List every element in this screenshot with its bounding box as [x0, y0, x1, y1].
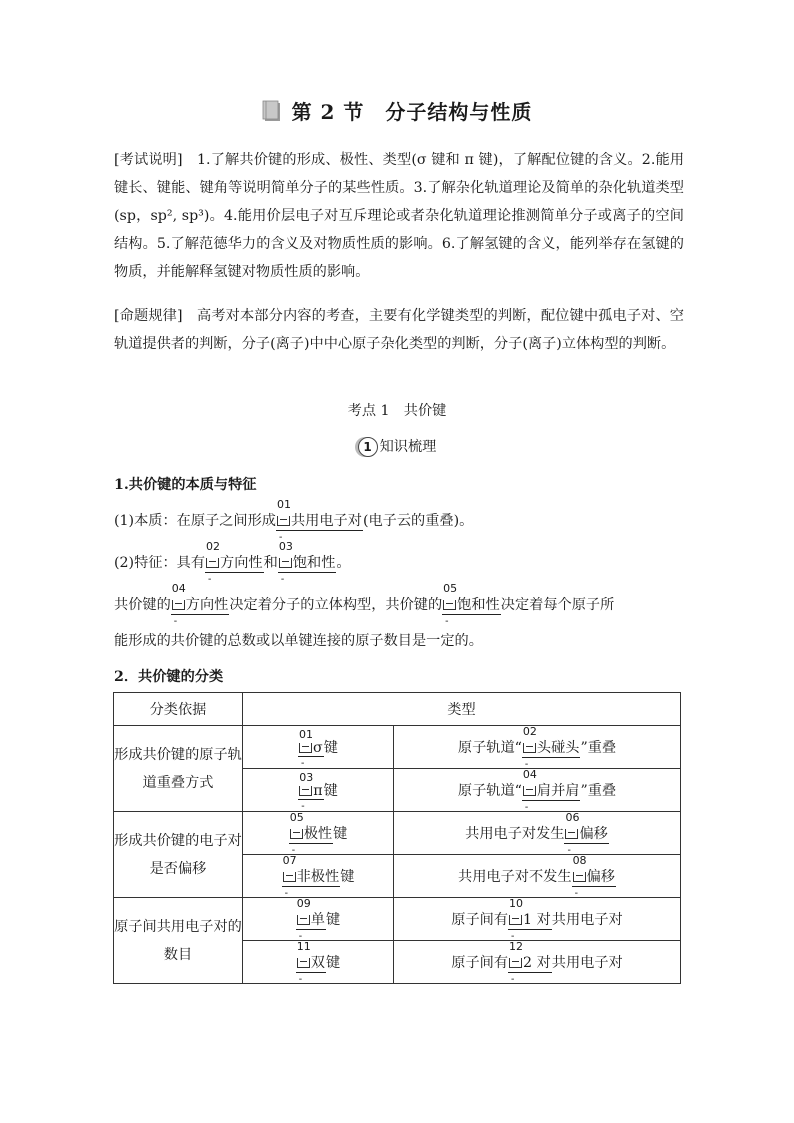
cell-text: 原子间有: [451, 954, 509, 971]
type-name-cell: [243, 855, 394, 898]
blank-answer: 饱和性: [457, 597, 500, 613]
blank-number: 07: [282, 853, 297, 867]
table-row: [114, 812, 681, 855]
exam-label: [考试说明]: [114, 152, 183, 168]
answer-marker-icon: [283, 872, 296, 882]
blank-number: 04: [522, 767, 537, 781]
basis-cell: 形成共价键的电子对是否偏移: [114, 812, 243, 898]
blank-number: 12: [509, 939, 524, 953]
cell-text: 共用电子对发生: [465, 825, 565, 842]
answer-marker-icon: [172, 600, 185, 610]
item-essence: [114, 498, 474, 543]
blank-answer: 饱和性: [292, 555, 336, 571]
table-row: [114, 898, 681, 941]
blank-answer: 单: [310, 911, 325, 928]
blank-number: 01: [299, 728, 314, 741]
blank-answer: 头碰头: [536, 739, 580, 756]
answer-marker-icon: [573, 872, 586, 882]
cell-text: 共用电子对: [551, 954, 623, 971]
answer-marker-icon: [443, 600, 456, 610]
blank-number: 02: [206, 540, 221, 553]
para-bond-line2: 能形成的共价键的总数或以单键连接的原子数目是一定的。: [114, 633, 483, 649]
cell-text: 键: [326, 954, 341, 971]
cell-text: 键: [326, 911, 341, 928]
type-name-cell: [243, 726, 394, 769]
item-text: (2)特征：具有: [114, 555, 206, 571]
blank-number: 04: [171, 582, 186, 595]
rule-label: [命题规律]: [114, 308, 183, 324]
blank-number: 05: [289, 810, 304, 824]
type-desc-cell: [394, 941, 681, 984]
item-text: (1)本质：在原子之间形成: [114, 513, 276, 529]
answer-marker-icon: [509, 958, 522, 968]
blank-answer: π: [313, 783, 323, 799]
answer-marker-icon: [523, 786, 536, 796]
item-text: 和: [263, 555, 278, 571]
blank-number: 03: [299, 771, 314, 784]
answer-marker-icon: [279, 558, 292, 568]
blank-answer: 方向性: [220, 555, 263, 571]
item-text: 共价键的: [114, 597, 171, 613]
answer-blank: 04 方向性 -: [171, 582, 229, 627]
basis-cell: 原子间共用电子对的数目: [114, 898, 243, 984]
blank-number: 02: [522, 724, 537, 738]
page-title: 第 2 节 分子结构与性质: [291, 100, 533, 124]
item-text: 。: [336, 555, 351, 571]
answer-marker-icon: [297, 958, 310, 968]
blank-number: 06: [565, 810, 580, 824]
cell-text: ”重叠: [580, 782, 617, 799]
answer-marker-icon: [290, 829, 303, 839]
type-name-cell: [243, 898, 394, 941]
blank-answer: 方向性: [185, 597, 229, 613]
type-desc-cell: [394, 855, 681, 898]
blank-number: 01: [276, 498, 291, 511]
blank-answer: 偏移: [579, 825, 608, 842]
answer-blank: 04 肩并肩 -: [522, 767, 580, 813]
heading-classification: 2．共价键的分类: [114, 669, 224, 685]
para-bond-line1: [114, 582, 615, 627]
cell-text: 原子间有: [451, 911, 509, 928]
type-desc-cell: [394, 726, 681, 769]
blank-answer: 共用电子对: [290, 513, 362, 529]
rule-description: [114, 302, 684, 358]
blank-number: 03: [278, 540, 293, 553]
answer-blank: 03 饱和性 -: [278, 540, 336, 585]
cell-text: 共用电子对: [551, 911, 623, 928]
answer-blank: 03 π -: [299, 771, 323, 812]
basis-cell: 形成共价键的原子轨道重叠方式: [114, 726, 243, 812]
answer-marker-icon: [297, 915, 310, 925]
blank-answer: 非极性: [296, 868, 340, 885]
type-name-cell: [243, 941, 394, 984]
answer-marker-icon: [277, 516, 290, 526]
blank-answer: 双: [310, 954, 325, 971]
cell-text: 键: [340, 868, 355, 885]
answer-blank: 01 共用电子对 -: [276, 498, 362, 543]
answer-marker-icon: [206, 558, 219, 568]
answer-blank: 05 极性 -: [289, 810, 333, 856]
blank-number: 10: [509, 896, 524, 910]
item-text: 决定着每个原子所: [500, 597, 615, 613]
answer-blank: 11 双 -: [296, 939, 325, 985]
answer-marker-icon: [565, 829, 578, 839]
cell-text: 键: [323, 783, 338, 799]
cell-text: 原子轨道“: [457, 782, 522, 799]
answer-blank: 09 单 -: [296, 896, 325, 942]
table-row: [114, 726, 681, 769]
table-header-row: [114, 693, 681, 726]
exam-description: [114, 146, 684, 286]
knowledge-section-badge: [0, 436, 794, 457]
blank-answer: 偏移: [586, 868, 615, 885]
cell-text: 键: [323, 740, 338, 756]
answer-blank: 06 偏移 -: [565, 810, 608, 856]
answer-marker-icon: [509, 915, 522, 925]
answer-marker-icon: [299, 786, 312, 796]
blank-number: 08: [572, 853, 587, 867]
answer-blank: 02 头碰头 -: [522, 724, 580, 770]
header-type: 类型: [243, 693, 681, 726]
item-text: (电子云的重叠)。: [362, 513, 474, 529]
blank-answer: 肩并肩: [536, 782, 580, 799]
answer-marker-icon: [299, 743, 312, 753]
answer-blank: 10 1 对 -: [509, 896, 551, 942]
answer-blank: 12 2 对 -: [509, 939, 551, 985]
answer-blank: 08 偏移 -: [572, 853, 615, 899]
type-name-cell: [243, 769, 394, 812]
knowledge-label: 知识梳理: [379, 439, 437, 455]
answer-blank: 05 饱和性 -: [443, 582, 500, 627]
heading-essence: 1.共价键的本质与特征: [114, 477, 257, 493]
rule-text: 高考对本部分内容的考查，主要有化学键类型的判断，配位键中孤电子对、空轨道提供者的判断，分子(离子)中中心原子杂化类型的判断，分子(离子)立体构型的判断。: [114, 308, 684, 352]
type-desc-cell: [394, 898, 681, 941]
answer-blank: 07 非极性 -: [282, 853, 340, 899]
header-basis: 分类依据: [114, 693, 243, 726]
section-title-block: [0, 96, 794, 125]
cell-text: 共用电子对不发生: [458, 868, 572, 885]
blank-number: 09: [296, 896, 311, 910]
item-text: 决定着分子的立体构型，共价键的: [229, 597, 443, 613]
circle-number-icon: 1: [358, 437, 378, 457]
item-feature: [114, 540, 351, 585]
type-desc-cell: [394, 769, 681, 812]
answer-blank: 02 方向性 -: [206, 540, 263, 585]
book-icon: [262, 100, 282, 122]
cell-text: ”重叠: [580, 739, 617, 756]
type-desc-cell: [394, 812, 681, 855]
answer-blank: 01 σ -: [299, 728, 323, 769]
blank-answer: 1 对: [523, 911, 551, 928]
blank-number: 05: [443, 582, 458, 595]
cell-text: 键: [333, 825, 348, 842]
blank-answer: σ: [313, 740, 323, 756]
kaodian-heading: 考点 1 共价键: [347, 403, 447, 419]
cell-text: 原子轨道“: [457, 739, 522, 756]
answer-marker-icon: [523, 743, 536, 753]
blank-answer: 极性: [303, 825, 333, 842]
classification-table: [113, 692, 681, 984]
blank-answer: 2 对: [523, 954, 551, 971]
exam-text: 1.了解共价键的形成、极性、类型(σ 键和 π 键)，了解配位键的含义。2.能用键长、键能、键角等说明简单分子的某些性质。3.了解杂化轨道理论及简单的杂化轨道类型(sp，sp², sp³)。4.能用价层电子对互斥理论或者杂化轨道理论推测简单分子或离子的空间结构。5.了解范德华力的含义及对物质性质的影响。6.了解氢键的含义，能列举存在氢键的物质，并能解释氢键对物质性质的影响。: [114, 152, 685, 280]
blank-number: 11: [296, 939, 311, 953]
type-name-cell: [243, 812, 394, 855]
